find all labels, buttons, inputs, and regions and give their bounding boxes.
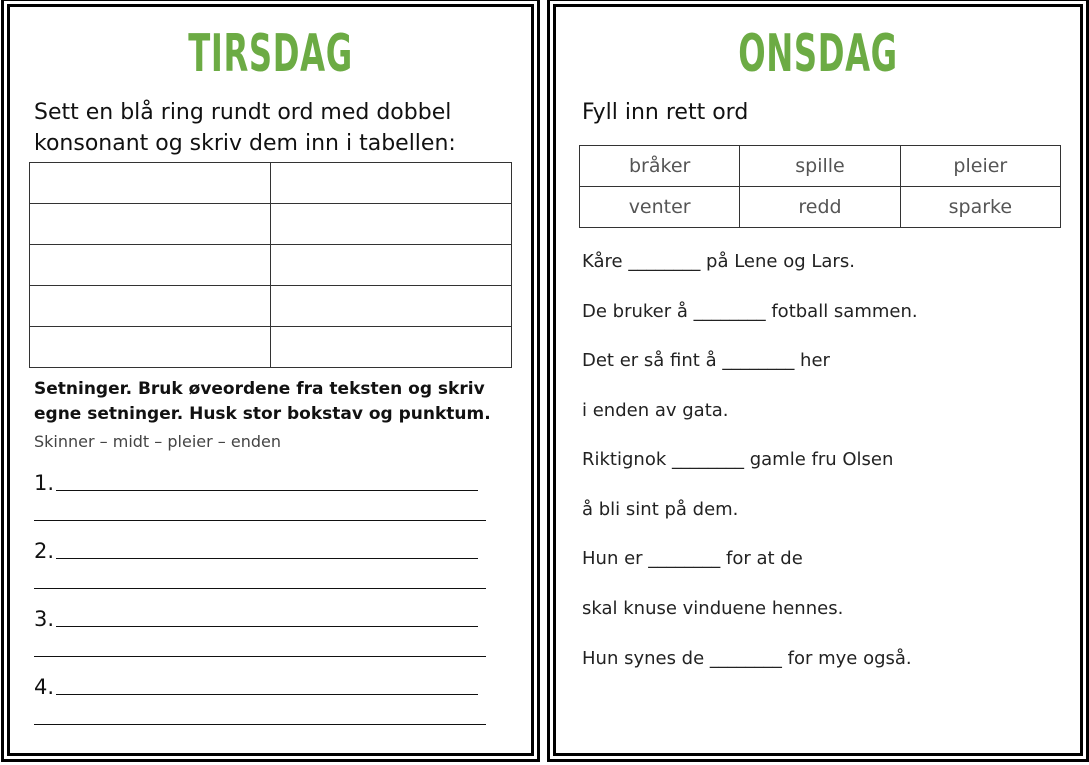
cloze-sentence[interactable]: Kåre ________ på Lene og Lars. bbox=[582, 251, 855, 272]
sentences-instruction: Setninger. Bruk øveordene fra teksten og skriv egne setninger. Husk stor bokstav og punktum. bbox=[34, 379, 491, 424]
writing-rule bbox=[56, 557, 478, 559]
cloze-sentence[interactable]: Hun er ________ for at de bbox=[582, 548, 803, 569]
writing-rule bbox=[34, 655, 486, 657]
worksheet-page-tirsdag bbox=[7, 4, 534, 756]
line-number: 4. bbox=[34, 675, 55, 699]
word-bank-cell: pleier bbox=[900, 146, 1060, 187]
answer-cell[interactable] bbox=[271, 327, 512, 368]
cloze-sentence: å bli sint på dem. bbox=[582, 499, 739, 520]
writing-line-3[interactable] bbox=[34, 601, 478, 631]
writing-line-4[interactable] bbox=[34, 669, 478, 699]
word-bank-cell: redd bbox=[740, 187, 900, 228]
answer-cell[interactable] bbox=[271, 245, 512, 286]
cloze-sentence[interactable]: Det er så fint å ________ her bbox=[582, 350, 830, 371]
writing-line-continuation[interactable] bbox=[34, 563, 486, 593]
writing-rule bbox=[34, 519, 486, 521]
task-instruction: Sett en blå ring rundt ord med dobbel konsonant og skriv dem inn i tabellen: bbox=[34, 100, 456, 156]
word-bank-cell: bråker bbox=[580, 146, 740, 187]
word-list: Skinner – midt – pleier – enden bbox=[34, 432, 281, 451]
line-number: 3. bbox=[34, 607, 55, 631]
writing-line-continuation[interactable] bbox=[34, 699, 486, 729]
writing-line-continuation[interactable] bbox=[34, 631, 486, 661]
answer-cell[interactable] bbox=[271, 204, 512, 245]
writing-line-2[interactable] bbox=[34, 533, 478, 563]
writing-line-continuation[interactable] bbox=[34, 495, 486, 525]
page-title: TIRSDAG bbox=[188, 24, 353, 84]
word-bank-cell: spille bbox=[740, 146, 900, 187]
answer-cell[interactable] bbox=[30, 204, 271, 245]
cloze-sentence[interactable]: Riktignok ________ gamle fru Olsen bbox=[582, 449, 894, 470]
cloze-sentence: skal knuse vinduene hennes. bbox=[582, 598, 844, 619]
cloze-sentence[interactable]: Hun synes de ________ for mye også. bbox=[582, 648, 912, 669]
answer-table bbox=[29, 162, 512, 368]
answer-cell[interactable] bbox=[30, 163, 271, 204]
cloze-sentence: i enden av gata. bbox=[582, 400, 729, 421]
writing-rule bbox=[34, 723, 486, 725]
cloze-sentence[interactable]: De bruker å ________ fotball sammen. bbox=[582, 301, 918, 322]
task-instruction: Fyll inn rett ord bbox=[582, 100, 749, 125]
writing-rule bbox=[56, 489, 478, 491]
answer-cell[interactable] bbox=[271, 286, 512, 327]
answer-cell[interactable] bbox=[271, 163, 512, 204]
writing-rule bbox=[34, 587, 486, 589]
word-bank-table bbox=[579, 145, 1061, 228]
writing-rule bbox=[56, 693, 478, 695]
line-number: 1. bbox=[34, 471, 55, 495]
word-bank-cell: sparke bbox=[900, 187, 1060, 228]
worksheet-page-onsdag bbox=[553, 4, 1083, 756]
page-title: ONSDAG bbox=[738, 24, 898, 84]
writing-line-1[interactable] bbox=[34, 465, 478, 495]
answer-cell[interactable] bbox=[30, 245, 271, 286]
writing-rule bbox=[56, 625, 478, 627]
answer-cell[interactable] bbox=[30, 286, 271, 327]
line-number: 2. bbox=[34, 539, 55, 563]
word-bank-cell: venter bbox=[580, 187, 740, 228]
answer-cell[interactable] bbox=[30, 327, 271, 368]
